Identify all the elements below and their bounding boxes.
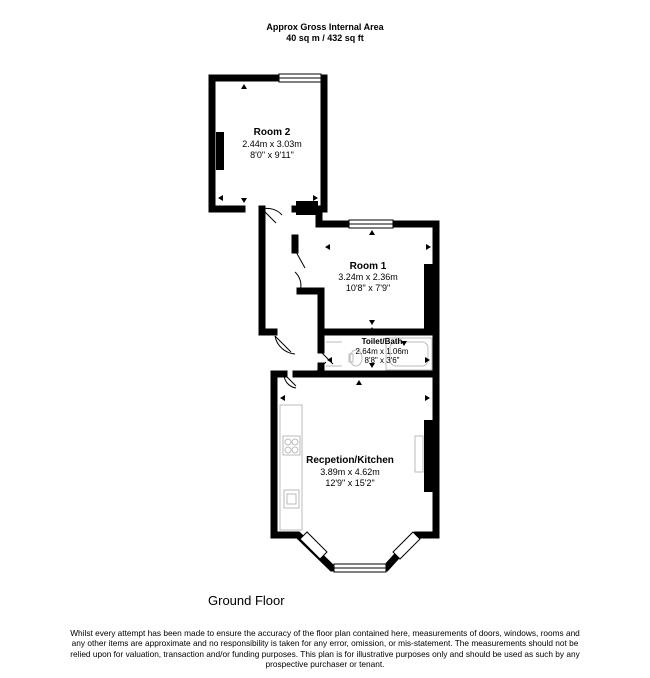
disclaimer-text: Whilst every attempt has been made to ensure the accuracy of the floor plan contained here, measurements of doors, windows, rooms and any other items are approximate and no responsibility is taken for any error, omission, or mis-statement. The measurements should not be relied upon for valuation, transaction and/or funding purposes. This plan is for illustrative purposes only and should be used as such by any prospective purchaser or tenant. (70, 628, 580, 670)
walls (212, 78, 436, 568)
toilet-name: Toilet/Bath (361, 337, 403, 346)
room2-name: Room 2 (253, 127, 291, 138)
corridor-left-wall (262, 209, 274, 332)
sink-icon (284, 490, 299, 508)
reception-metric: 3.89m x 4.62m (320, 467, 380, 477)
toilet-imperial: 8'8" x 3'6" (364, 356, 400, 365)
reception-imperial: 12'9" x 15'2" (325, 478, 375, 488)
room1-metric: 3.24m x 2.36m (338, 272, 398, 282)
area-value: 40 sq m / 432 sq ft (286, 33, 364, 43)
area-title: Approx Gross Internal Area (266, 22, 384, 32)
room1-lower-wall (300, 291, 436, 332)
room2-metric: 2.44m x 3.03m (242, 139, 302, 149)
floor-label: Ground Floor (208, 593, 285, 608)
reception-name: Recpetion/Kitchen (306, 455, 394, 466)
room1-imperial: 10'8" x 7'9" (345, 283, 391, 293)
toilet-metric: 2.64m x 1.06m (355, 347, 409, 356)
room2-imperial: 8'0" x 9'11" (250, 150, 294, 160)
room1-name: Room 1 (349, 261, 387, 272)
